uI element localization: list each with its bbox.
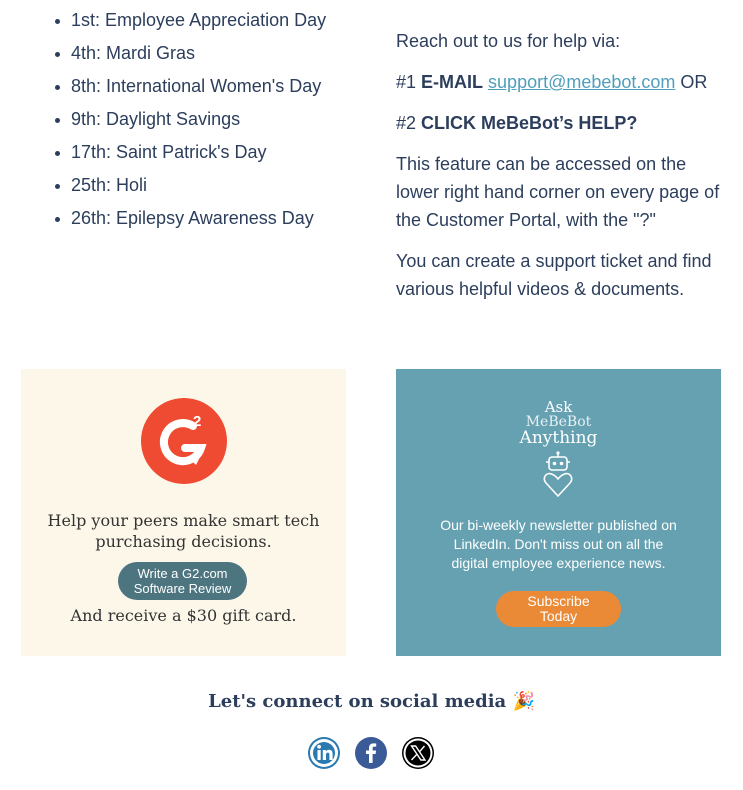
ticket-text: You can create a support ticket and find various helpful videos & documents.: [396, 251, 712, 299]
ask-text: Ask: [544, 398, 573, 416]
list-item: 8th: International Women's Day: [71, 70, 360, 103]
list-item: 17th: Saint Patrick's Day: [71, 136, 360, 169]
email-line: [396, 68, 731, 96]
newsletter-line-2: LinkedIn. Don't miss out on all the: [453, 536, 664, 552]
write-review-button[interactable]: [118, 562, 247, 600]
support-email-link[interactable]: support@mebebot.com: [488, 72, 676, 92]
subscribe-line-2: Today: [539, 608, 578, 624]
svg-text:2: 2: [193, 413, 202, 430]
newsletter-line-1: Our bi-weekly newsletter published on: [440, 517, 677, 533]
email-prefix: #1: [396, 72, 422, 92]
list-item: 1st: Employee Appreciation Day: [71, 4, 360, 37]
email-label: E-MAIL: [421, 72, 484, 92]
linkedin-link[interactable]: [308, 737, 340, 769]
email-suffix: OR: [675, 72, 708, 92]
facebook-icon: [355, 737, 387, 769]
g2-review-banner[interactable]: [21, 369, 346, 656]
social-links: [308, 737, 435, 769]
list-item: 26th: Epilepsy Awareness Day: [71, 202, 360, 235]
gift-card-text: And receive a $30 gift card.: [70, 606, 297, 625]
list-item: 25th: Holi: [71, 169, 360, 202]
events-list-section: [0, 0, 360, 235]
linkedin-icon: [308, 737, 340, 769]
events-list: [0, 4, 360, 235]
write-review-line-2: Software Review: [133, 581, 232, 596]
newsletter-text: [418, 516, 699, 573]
help-section: [396, 27, 731, 316]
g2-message: [21, 510, 346, 552]
feature-text: This feature can be accessed on the lower right hand corner on every page of the Customer Portal, with the "?": [396, 154, 720, 230]
g2-line-2: purchasing decisions.: [95, 532, 272, 551]
mebebot-brand-text: MeBeBot: [525, 414, 592, 430]
help-prefix: #2: [396, 113, 422, 133]
robot-icon: [541, 451, 575, 499]
facebook-link[interactable]: [355, 737, 387, 769]
social-heading: Let's connect on social media 🎉: [208, 691, 535, 712]
x-icon: [402, 737, 434, 769]
subscribe-line-1: Subscribe: [527, 593, 590, 609]
subscribe-button[interactable]: [496, 591, 621, 627]
newsletter-line-3: digital employee experience news.: [451, 555, 666, 571]
help-line: [396, 109, 731, 137]
help-label: CLICK MeBeBot’s HELP?: [421, 113, 638, 133]
mebebot-newsletter-banner[interactable]: [396, 369, 721, 656]
g2-line-1: Help your peers make smart tech: [47, 511, 320, 530]
help-intro: Reach out to us for help via:: [396, 31, 621, 51]
list-item: 4th: Mardi Gras: [71, 37, 360, 70]
x-link[interactable]: [402, 737, 434, 769]
write-review-line-1: Write a G2.com: [137, 566, 228, 581]
list-item: 9th: Daylight Savings: [71, 103, 360, 136]
anything-text: Anything: [519, 428, 598, 448]
g2-logo-icon: [141, 398, 227, 484]
